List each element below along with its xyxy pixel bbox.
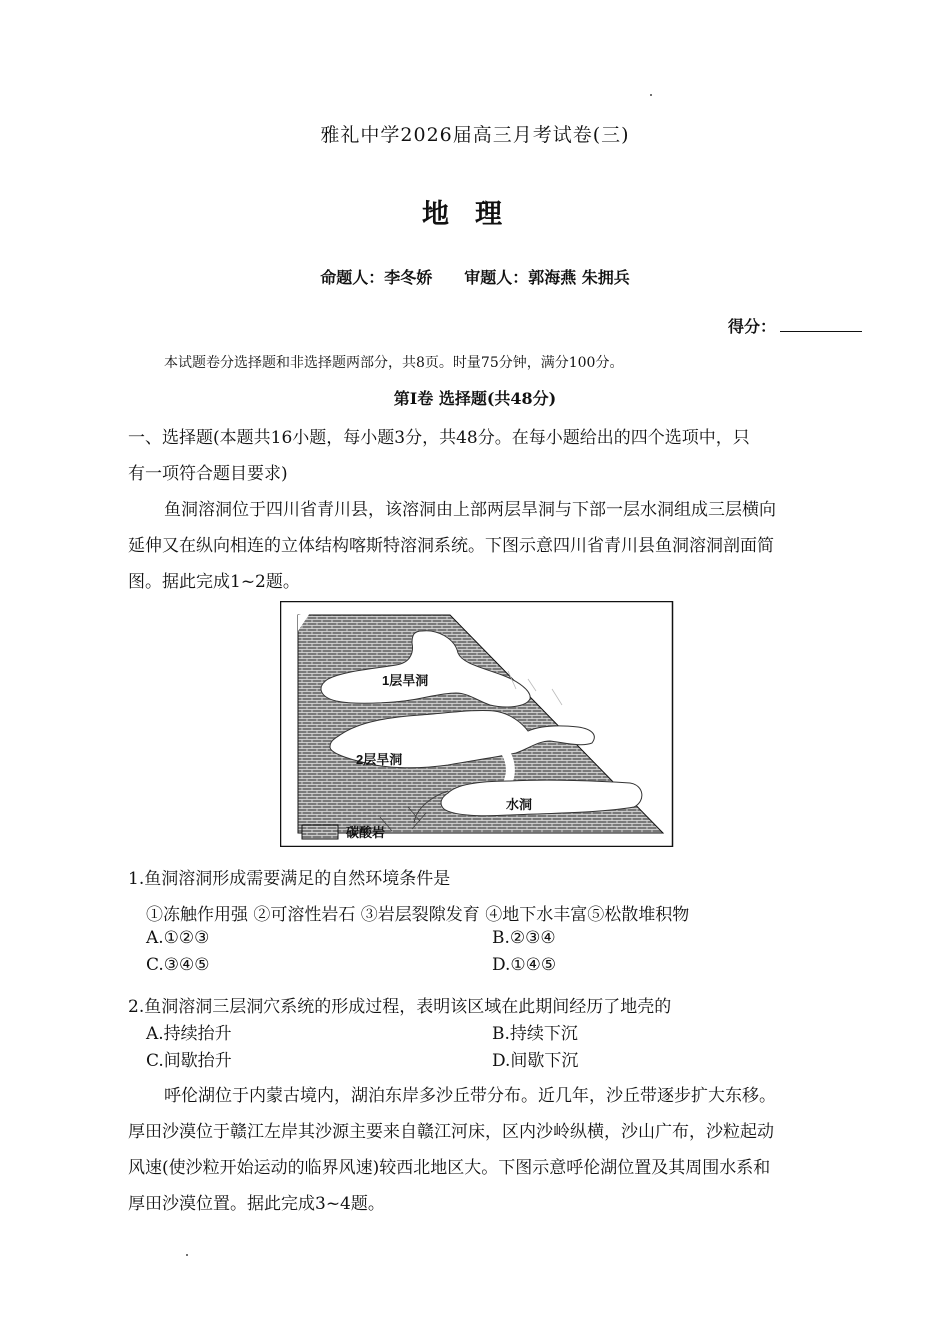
question-1-conditions: ①冻触作用强 ②可溶性岩石 ③岩层裂隙发育 ④地下水丰富⑤松散堆积物 [146,905,690,925]
score-blank [780,317,862,332]
question-1-option-c: C.③④⑤ [146,955,210,975]
instructions-line: 有一项符合题目要求) [128,464,288,484]
passage-line: 风速(使沙粒开始运动的临界风速)较西北地区大。下图示意呼伦湖位置及其周围水系和 [128,1158,771,1178]
exam-title: 雅礼中学2026届高三月考试卷(三) [320,124,630,146]
question-2-option-d: D.间歇下沉 [492,1051,579,1071]
exam-intro: 本试题卷分选择题和非选择题两部分，共8页。时量75分钟，满分100分。 [164,355,624,371]
question-1-option-b: B.②③④ [492,928,556,948]
author: 命题人：李冬娇 [320,268,433,287]
scan-dot [650,94,652,96]
passage-line: 延伸又在纵向相连的立体结构喀斯特溶洞系统。下图示意四川省青川县鱼洞溶洞剖面简 [128,536,774,556]
passage-line: 厚田沙漠位置。据此完成3~4题。 [128,1194,385,1214]
legend-label: 碳酸岩 [346,825,386,840]
scan-dot [186,1254,188,1256]
question-2-option-b: B.持续下沉 [492,1024,578,1044]
question-2-option-a: A.持续抬升 [146,1024,232,1044]
question-1-option-d: D.①④⑤ [492,955,557,975]
passage-line: 鱼洞溶洞位于四川省青川县，该溶洞由上部两层旱洞与下部一层水洞组成三层横向 [164,500,776,520]
question-2-stem: 2.鱼洞溶洞三层洞穴系统的形成过程，表明该区域在此期间经历了地壳的 [128,997,672,1017]
reviewer: 审题人：郭海燕 朱拥兵 [464,268,630,287]
subject-title: 地理 [422,199,528,230]
label-dry-cave-2: 2层旱洞 [356,752,403,767]
legend-swatch [302,825,338,839]
label-dry-cave-1: 1层旱洞 [382,673,429,688]
score-label: 得分： [728,317,777,336]
passage-1 [128,492,868,600]
passage-line: 呼伦湖位于内蒙古境内，湖泊东岸多沙丘带分布。近几年，沙丘带逐步扩大东移。 [164,1086,776,1106]
cave-profile-diagram [280,601,674,847]
section-title: 第Ⅰ卷 选择题(共48分) [393,389,557,408]
question-1-option-a: A.①②③ [146,928,210,948]
passage-2 [128,1078,868,1222]
authors-line [0,265,950,288]
instructions [128,420,868,492]
instructions-line: 一、选择题(本题共16小题，每小题3分，共48分。在每小题给出的四个选项中，只 [128,428,750,448]
cave-profile-figure [280,601,674,851]
score-field [728,314,862,337]
label-water-cave: 水洞 [506,797,533,812]
question-1-stem: 1.鱼洞溶洞形成需要满足的自然环境条件是 [128,869,451,889]
passage-line: 图。据此完成1~2题。 [128,572,300,592]
question-2-option-c: C.间歇抬升 [146,1051,232,1071]
passage-line: 厚田沙漠位于赣江左岸其沙源主要来自赣江河床，区内沙岭纵横，沙山广布，沙粒起动 [128,1122,774,1142]
